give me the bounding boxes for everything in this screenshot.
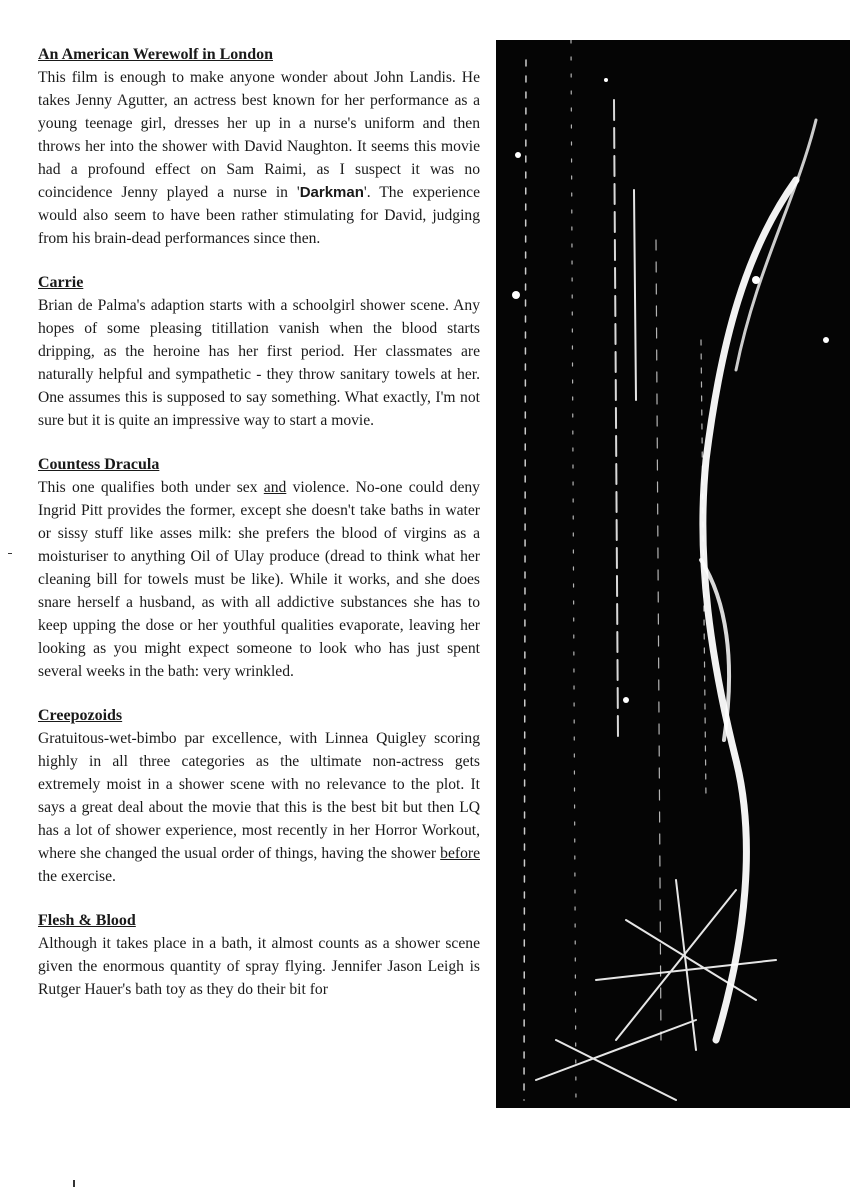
film-title-bold: Darkman xyxy=(299,184,364,201)
scan-speck xyxy=(73,1180,75,1187)
entry-title: Carrie xyxy=(38,274,84,291)
text-segment: the exercise. xyxy=(38,868,116,885)
review-entry xyxy=(38,705,480,888)
text-segment: This one qualifies both under sex xyxy=(38,479,264,496)
text-segment: This film is enough to make anyone wonder about John Landis. He takes Jenny Agutter, an actress best known for her performance as a young teenage girl, dresses her up in a nurse's uniform and then throws her into the shower with David Naughton. It seems this movie had a profound effect on Sam Raimi, as I suspect it was no coincidence Jenny played a nurse in ' xyxy=(38,69,480,201)
entry-title: An American Werewolf in London xyxy=(38,46,273,63)
splash-image-graphic xyxy=(496,40,850,1108)
text-segment: '. The experience would also seem to have been rather stimulating for David, judging from his brain-dead performances since then. xyxy=(38,184,480,247)
entry-title: Countess Dracula xyxy=(38,456,160,473)
text-segment: violence. No-one could deny Ingrid Pitt provides the former, except she doesn't take baths in water or sissy stuff like asses milk: she prefers the blood of virgins as a moisturiser to anything Oil of Ulay produce (dread to think what her cleaning bill for towels must be like). While it works, and she does snare herself a husband, as with all addictive substances she has to keep upping the dose or her youthful qualities evaporate, leaving her looking as you might expect someone to look who has just spent several weeks in the bath: very wrinkled. xyxy=(38,479,480,680)
review-entry xyxy=(38,910,480,1001)
shower-splash-photo xyxy=(496,40,850,1108)
entry-text: Although it takes place in a bath, it almost counts as a shower scene given the enormous quantity of spray flying. Jennifer Jason Leigh is Rutger Hauer's bath toy as they do their bit for xyxy=(38,935,480,998)
text-column xyxy=(38,44,480,1023)
scan-speck xyxy=(8,553,12,554)
entry-text xyxy=(38,66,480,250)
review-entry xyxy=(38,272,480,432)
review-entry xyxy=(38,454,480,683)
entry-title: Creepozoids xyxy=(38,707,123,724)
text-segment: Gratuitous-wet-bimbo par excellence, with Linnea Quigley scoring highly in all three categories as the ultimate non-actress gets extremely moist in a shower scene with no relevance to the plot. It says a great deal about the movie that this is the best bit but then LQ has a lot of shower experience, most recently in her Horror Workout, where she changed the usual order of things, having the shower xyxy=(38,730,480,862)
review-entry xyxy=(38,44,480,250)
entry-text: Brian de Palma's adaption starts with a schoolgirl shower scene. Any hopes of some pleasing titillation vanish when the blood starts dripping, as the heroine has her first period. Her classmates are naturally helpful and sympathetic - they throw sanitary towels at her. One assumes this is supposed to say something. What exactly, I'm not sure but it is quite an impressive way to start a movie. xyxy=(38,297,480,429)
entry-text xyxy=(38,476,480,683)
entry-text xyxy=(38,727,480,888)
underlined-word: and xyxy=(263,479,287,496)
underlined-word: before xyxy=(440,845,480,862)
entry-title: Flesh & Blood xyxy=(38,912,136,929)
